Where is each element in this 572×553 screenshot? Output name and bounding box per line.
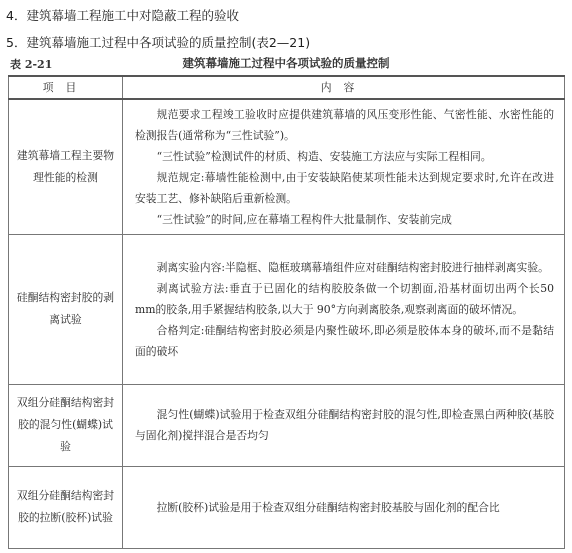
content-paragraph: 规范要求工程竣工验收时应提供建筑幕墙的风压变形性能、气密性能、水密性能的检测报告(通常称为“三性试验”)。 [135,107,554,142]
content-paragraph: 剥离实验内容:半隐框、隐框玻璃幕墙组件应对硅酮结构密封胶进行抽样剥离实验。 [156,260,549,274]
quality-control-table [8,75,565,549]
row-item-label: 双组分硅酮结构密封胶的拉断(胶杯)试验 [9,466,123,548]
section-heading-4: 4．建筑幕墙工程施工中对隐蔽工程的验收 [6,8,239,23]
table-caption [8,54,564,72]
row-content [123,466,565,548]
row-content [123,234,565,384]
content-paragraph: 混匀性(蝴蝶)试验用于检查双组分硅酮结构密封胶的混匀性,即检查黑白两种胶(基胶与固化剂)搅拌混合是否均匀 [135,408,554,442]
table-row [9,99,565,234]
content-paragraph: 规范规定:幕墙性能检测中,由于安装缺陷使某项性能未达到规定要求时,允许在改进安装工艺、修补缺陷后重新检测。 [135,170,554,205]
row-item-label: 双组分硅酮结构密封胶的混匀性(蝴蝶)试验 [9,384,123,466]
table-row [9,234,565,384]
row-content [123,99,565,234]
table-title: 建筑幕墙施工过程中各项试验的质量控制 [182,56,390,70]
table-row [9,466,565,548]
row-item-label: 硅酮结构密封胶的剥离试验 [9,234,123,384]
content-paragraph: “三性试验”检测试件的材质、构造、安装施工方法应与实际工程相同。 [156,149,492,163]
table-number: 表 2-21 [10,58,53,71]
column-header-content: 内容 [123,76,565,99]
row-item-label: 建筑幕墙工程主要物理性能的检测 [9,99,123,234]
column-header-item: 项目 [9,76,123,99]
row-content [123,384,565,466]
content-paragraph: “三性试验”的时间,应在幕墙工程构件大批量制作、安装前完成 [156,212,452,226]
table-header-row [9,76,565,99]
content-paragraph: 拉断(胶杯)试验是用于检查双组分硅酮结构密封胶基胶与固化剂的配合比 [156,500,500,514]
table-row [9,384,565,466]
section-heading-5: 5．建筑幕墙施工过程中各项试验的质量控制(表2—21) [6,35,311,50]
content-paragraph: 合格判定:硅酮结构密封胶必须是内聚性破坏,即必须是胶体本身的破坏,而不是黏结面的破坏 [135,323,554,358]
content-paragraph: 剥离试验方法:垂直于已固化的结构胶胶条做一个切割面,沿基材面切出两个长50 mm的胶条,用手紧握结构胶条,以大于 90°方向剥离胶条,观察剥离面的破坏情况。 [135,281,554,316]
